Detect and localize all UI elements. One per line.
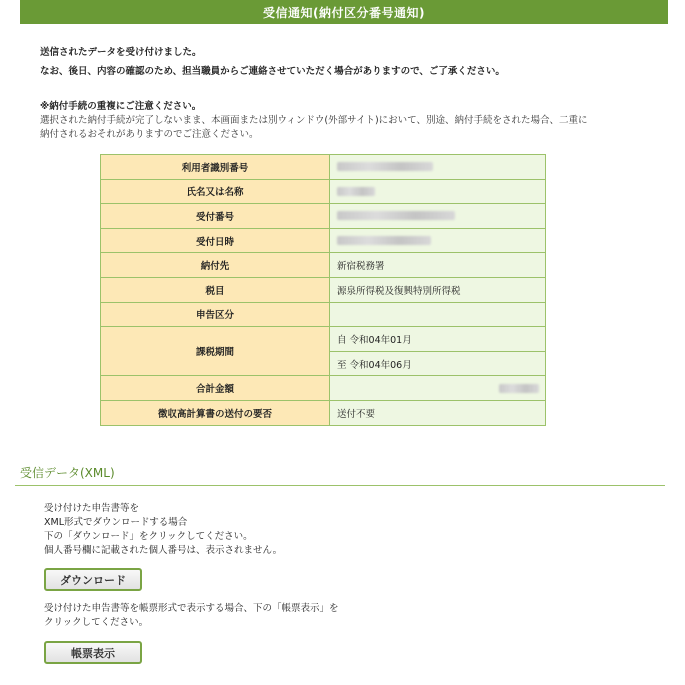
report-required-value: 送付不要 — [330, 400, 546, 425]
tax-item-value: 源泉所得税及復興特別所得税 — [330, 277, 546, 302]
report-required-label: 徴収高計算書の送付の要否 — [101, 400, 330, 425]
tax-period-label: 課税期間 — [101, 327, 330, 376]
form-view-button[interactable]: 帳票表示 — [44, 641, 142, 664]
table-row — [101, 179, 546, 204]
download-desc: XML形式でダウンロードする場合 — [44, 517, 188, 528]
redacted-value — [337, 187, 375, 196]
form-view-desc: 受け付けた申告書等を帳票形式で表示する場合、下の「帳票表示」を — [44, 603, 339, 614]
contact-notice: なお、後日、内容の確認のため、担当職員からご連絡させていただく場合がありますので、ご了承ください。 — [40, 66, 505, 77]
payee-value: 新宿税務署 — [330, 253, 546, 278]
page-title: 受信通知(納付区分番号通知) — [20, 0, 668, 24]
tax-period-from: 自 令和04年01月 — [330, 327, 546, 352]
payee-label: 納付先 — [101, 253, 330, 278]
receipt-info-table — [100, 154, 546, 426]
download-button[interactable]: ダウンロード — [44, 568, 142, 591]
name-value — [330, 179, 546, 204]
redacted-value — [499, 384, 539, 393]
table-row — [101, 302, 546, 327]
table-row — [101, 155, 546, 180]
duplicate-warning-text-2: 納付されるおそれがありますのでご注意ください。 — [40, 129, 259, 140]
declaration-type-value — [330, 302, 546, 327]
form-view-desc: クリックしてください。 — [44, 617, 149, 628]
duplicate-warning-heading: ※納付手続の重複にご注意ください。 — [40, 101, 202, 112]
declaration-type-label: 申告区分 — [101, 302, 330, 327]
section-title: 受信データ(XML) — [20, 466, 115, 480]
receipt-number-value — [330, 204, 546, 229]
receipt-number-label: 受付番号 — [101, 204, 330, 229]
user-id-label: 利用者識別番号 — [101, 155, 330, 180]
section-divider — [15, 485, 665, 486]
table-row — [101, 327, 546, 352]
redacted-value — [337, 236, 431, 245]
download-desc: 個人番号欄に記載された個人番号は、表示されません。 — [44, 545, 283, 556]
download-desc: 下の「ダウンロード」をクリックしてください。 — [44, 531, 253, 542]
total-amount-value — [330, 376, 546, 401]
table-row — [101, 376, 546, 401]
download-desc: 受け付けた申告書等を — [44, 503, 140, 514]
accepted-message: 送信されたデータを受け付けました。 — [40, 47, 202, 58]
table-row — [101, 400, 546, 425]
receipt-datetime-value — [330, 228, 546, 253]
table-row — [101, 277, 546, 302]
name-label: 氏名又は名称 — [101, 179, 330, 204]
duplicate-warning-text: 選択された納付手続が完了しないまま、本画面または別ウィンドウ(外部サイト)において、別途、納付手続をされた場合、二重に — [40, 115, 588, 126]
table-row — [101, 253, 546, 278]
table-row — [101, 228, 546, 253]
total-amount-label: 合計金額 — [101, 376, 330, 401]
tax-period-to: 至 令和04年06月 — [330, 351, 546, 376]
redacted-value — [337, 211, 455, 220]
redacted-value — [337, 162, 433, 171]
user-id-value — [330, 155, 546, 180]
tax-item-label: 税目 — [101, 277, 330, 302]
receipt-datetime-label: 受付日時 — [101, 228, 330, 253]
table-row — [101, 204, 546, 229]
